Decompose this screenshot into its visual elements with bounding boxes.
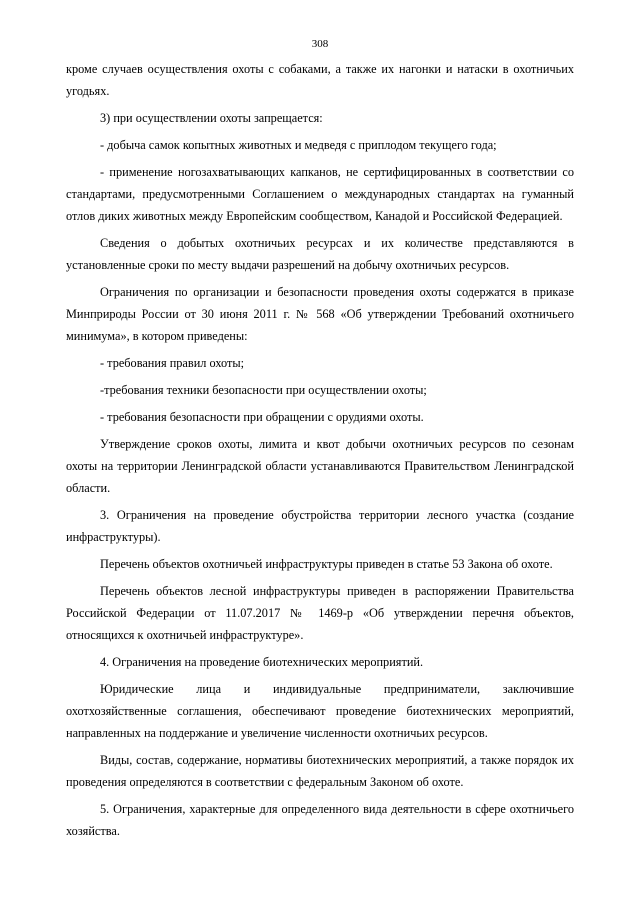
paragraph-9: - требования безопасности при обращении с орудиями охоты. [100, 410, 424, 425]
paragraph-4: - применение ногозахватывающих капканов, не сертифицированных в соответствии со стандартами, предусмотренными Соглашением о международных стандартах на гуманный отлов диких животных между Европейским сообществом, Канадой и Российской Федерацией. [66, 165, 574, 223]
page-number: 308 [311, 38, 329, 50]
paragraph-16: Виды, состав, содержание, нормативы биотехнических мероприятий, а также порядок их проведения определяются в соответствии с федеральным Законом об охоте. [66, 753, 574, 790]
paragraph-5: Сведения о добытых охотничьих ресурсах и их количестве представляются в установленные сроки по месту выдачи разрешений на добычу охотничьих ресурсов. [66, 236, 574, 272]
paragraph-8: -требования техники безопасности при осуществлении охоты; [100, 383, 427, 398]
paragraph-12: Перечень объектов охотничьей инфраструктуры приведен в статье 53 Закона об охоте. [100, 557, 553, 572]
paragraph-6: Ограничения по организации и безопасности проведения охоты содержатся в приказе Минприроды России от 30 июня 2011 г. № 568 «Об утверждении Требований охотничьего минимума», в котором приведены: [66, 285, 574, 343]
paragraph-14: 4. Ограничения на проведение биотехнических мероприятий. [100, 655, 424, 670]
paragraph-1: кроме случаев осуществления охоты с собаками, а также их нагонки и натаски в охотничьих угодьях. [66, 62, 574, 98]
paragraph-13: Перечень объектов лесной инфраструктуры приведен в распоряжении Правительства Российской Федерации от 11.07.2017 № 1469-р «Об утверждении перечня объектов, относящихся к охотничьей инфраструктуре». [66, 584, 574, 643]
paragraph-11: 3. Ограничения на проведение обустройства территории лесного участка (создание инфраструктуры). [66, 508, 574, 545]
paragraph-7: - требования правил охоты; [100, 356, 245, 370]
paragraph-15: Юридические лица и индивидуальные предприниматели, заключившие охотхозяйственные соглашения, обеспечивают проведение биотехнических мероприятий, направленных на поддержание и увеличение численности охотничьих ресурсов. [66, 682, 574, 741]
paragraph-2: 3) при осуществлении охоты запрещается: [100, 111, 323, 125]
paragraph-3: - добыча самок копытных животных и медведя с приплодом текущего года; [100, 138, 497, 153]
paragraph-17: 5. Ограничения, характерные для определенного вида деятельности в сфере охотничьего хозяйства. [66, 802, 574, 839]
document-body [66, 59, 574, 848]
paragraph-10: Утверждение сроков охоты, лимита и квот добычи охотничьих ресурсов по сезонам охоты на территории Ленинградской области устанавливаются Правительством Ленинградской области. [66, 437, 574, 496]
